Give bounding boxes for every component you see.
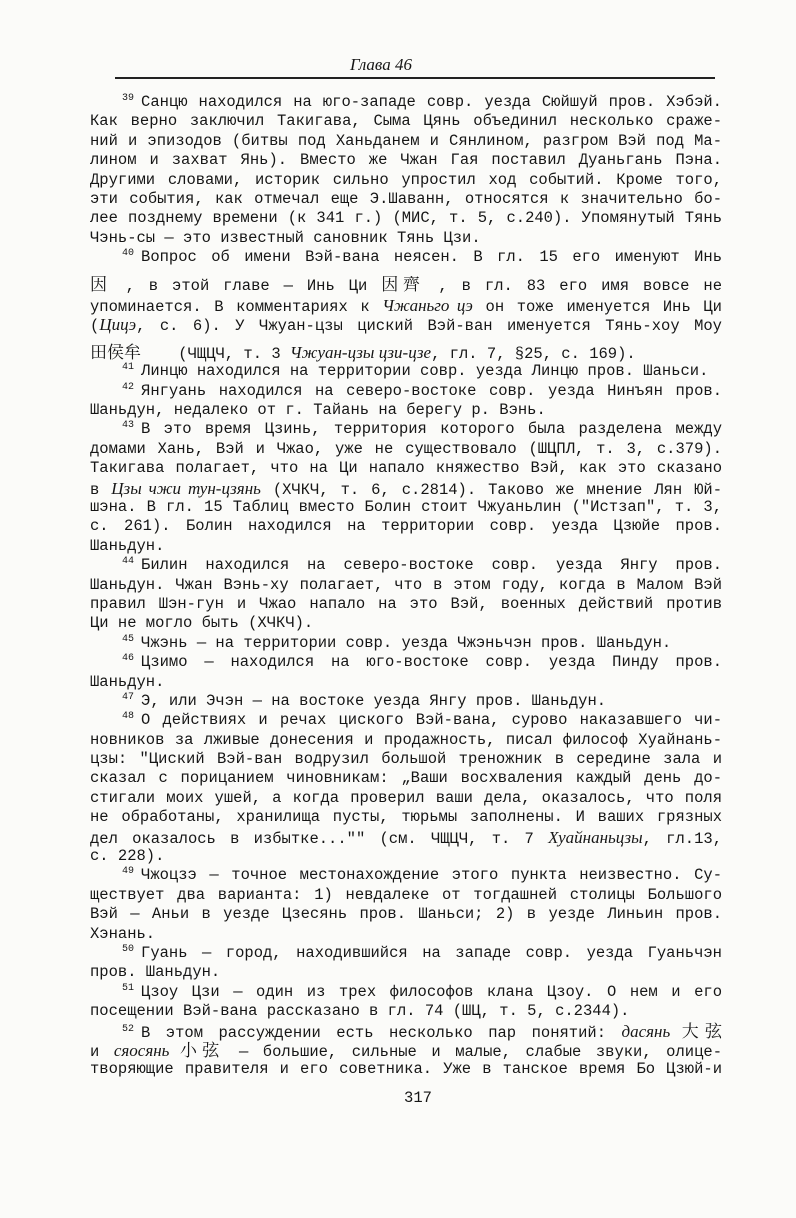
text-line xyxy=(90,190,722,209)
footnote-line xyxy=(90,944,722,963)
chinese-characters: 因 xyxy=(90,276,112,296)
footnote-number: 43 xyxy=(122,420,135,432)
text-run: Цзимо — находился на юго-востоке совр. уезда Пинду пров. xyxy=(141,653,722,672)
text-line xyxy=(90,673,722,692)
text-run: , с. 6). У Чжуан-цзы циский Вэй-ван именуется Тянь-хоу Моу xyxy=(136,316,722,335)
text-line xyxy=(90,886,722,905)
footnote-line xyxy=(90,248,722,267)
footnote-line xyxy=(90,692,722,711)
text-run: он тоже именуется Инь Ци xyxy=(472,297,722,315)
text-run: Такигава полагает, что на Ци напало княжество Вэй, как это сказано xyxy=(90,459,722,478)
italic-title: сяосянь xyxy=(113,1040,170,1060)
text-run: ( xyxy=(90,316,100,335)
text-run: с. 228). xyxy=(90,847,165,866)
text-line xyxy=(90,343,722,362)
footnote-number: 47 xyxy=(122,691,135,703)
text-run: и xyxy=(90,1042,114,1061)
footnote-number: 41 xyxy=(122,362,135,374)
text-line xyxy=(90,1002,722,1021)
footnote-line xyxy=(90,653,722,672)
text-run: лее позднему времени (к 341 г.) (МИС, т. 5, с.240). Упомянутый Тянь xyxy=(90,209,722,228)
text-line xyxy=(90,576,722,595)
text-run: цзы: "Циский Вэй-ван водрузил большой треножник в середине зала и xyxy=(90,750,722,769)
text-line xyxy=(90,828,722,847)
text-line xyxy=(90,229,722,248)
text-run: Янгуань находился на северо-востоке совр. уезда Нинъян пров. xyxy=(141,381,722,400)
text-run: стигали моих ушей, а когда проверил ваши дела, оказалось, что поля xyxy=(90,788,722,807)
text-run: с. 261). Болин находился на территории совр. уезда Цзюйе пров. xyxy=(90,517,722,536)
text-run: не обработаны, хранилища пусты, тюрьмы заполнены. И ваших грязных xyxy=(90,808,722,827)
text-run: Хэнань. xyxy=(90,924,156,943)
text-run: упоминается. В комментариях к xyxy=(90,297,383,315)
text-run: Шаньдун. Чжан Вэнь-ху полагает, что в этом году, когда в Малом Вэй xyxy=(90,575,722,594)
footnote-number: 51 xyxy=(122,982,135,994)
text-run: Ци не могло быть (ХЧКЧ). xyxy=(90,614,314,633)
footnote-number: 39 xyxy=(122,93,135,104)
footnote-line xyxy=(90,420,722,439)
text-run: (ХЧКЧ, т. 6, с.2814). Таково же мнение Лян Юй- xyxy=(260,480,722,498)
text-line xyxy=(90,595,722,614)
text-run: посещении Вэй-вана рассказано в гл. 74 (ШЦ, т. 5, с.2344). xyxy=(90,1002,630,1021)
italic-title: Чжаньго цэ xyxy=(382,295,473,315)
text-run: Вопрос об имени Вэй-вана неясен. В гл. 15 его именуют Инь xyxy=(141,248,722,267)
text-line xyxy=(90,401,722,420)
text-run: Чжоцзэ — точное местонахождение этого пункта неизвестно. Су- xyxy=(141,866,722,885)
text-run: ществует два варианта: 1) невдалеке от тогдашней столицы Большого xyxy=(90,885,722,904)
footnote-line xyxy=(90,866,722,885)
text-run: шэна. В гл. 15 Таблиц вместо Болин стоит Чжуаньлин ("Истзап", т. 3, xyxy=(90,498,722,516)
text-run: домами Хань, Вэй и Чжао, уже не существовало (ШЦПЛ, т. 3, с.379). xyxy=(90,439,722,458)
text-line xyxy=(90,789,722,808)
text-line xyxy=(90,440,722,459)
footnote-number: 49 xyxy=(122,866,135,878)
text-line xyxy=(90,171,722,190)
footnote-line xyxy=(90,382,722,401)
text-run: творяющие правителя и его советника. Уже в танское время Бо Цзюй-и xyxy=(90,1060,722,1079)
text-run: В это время Цзинь, территория которого была разделена между xyxy=(141,420,722,439)
italic-title: Хуайнаньцзы xyxy=(548,827,643,847)
footnotes-text xyxy=(90,93,722,1080)
footnote-number: 45 xyxy=(122,633,135,645)
text-run: пров. Шаньдун. xyxy=(90,963,221,982)
header-rule xyxy=(115,77,715,79)
text-run: в xyxy=(90,480,112,498)
chinese-characters: 因齊 xyxy=(381,276,425,296)
footnote-line xyxy=(90,93,722,112)
text-line xyxy=(90,925,722,944)
chinese-characters: 田侯牟 xyxy=(90,342,141,363)
text-run: (ЧЩЦЧ, т. 3 xyxy=(169,344,290,363)
text-line xyxy=(90,769,722,788)
text-run: сказал с порицанием чиновникам: „Ваши восхваления каждый день до- xyxy=(90,769,722,788)
text-line xyxy=(90,905,722,924)
footnote-line xyxy=(90,556,722,575)
footnote-number: 50 xyxy=(122,943,135,955)
text-line xyxy=(90,537,722,556)
text-line xyxy=(90,517,722,536)
text-line xyxy=(90,1060,722,1079)
text-run: Шаньдун, недалеко от г. Тайань на берегу р. Вэнь. xyxy=(90,401,546,420)
text-line xyxy=(90,112,722,131)
text-run: Линцю находился на территории совр. уезда Линцю пров. Шаньси. xyxy=(141,362,709,381)
text-run: Цзоу Цзи — один из трех философов клана Цзоу. О нем и его xyxy=(141,982,722,1001)
footnote-line xyxy=(90,983,722,1002)
text-run: Санцю находился на юго-западе совр. уезда Сюйшуй пров. Хэбэй. xyxy=(141,93,722,111)
text-run: Другими словами, историк сильно упростил ход событий. Кроме того, xyxy=(90,170,722,189)
text-run: , гл.13, xyxy=(642,829,722,848)
text-run: Шаньдун. xyxy=(90,536,165,555)
text-line xyxy=(90,498,722,517)
footnote-number: 44 xyxy=(122,556,135,568)
text-line xyxy=(90,296,722,315)
text-line xyxy=(90,315,722,334)
footnote-number: 40 xyxy=(122,248,135,260)
italic-title: дасянь xyxy=(621,1021,671,1041)
text-run: Как верно заключил Такигава, Сыма Цянь объединил несколько сраже- xyxy=(90,112,722,131)
footnote-number: 48 xyxy=(122,711,135,723)
text-run: лином и захват Янь). Вместо же Чжан Гая поставил Дуаньгань Пэна. xyxy=(90,151,722,170)
text-run: ний и эпизодов (битвы под Ханьданем и Сянлином, разгром Вэй под Ма- xyxy=(90,131,722,150)
text-line xyxy=(90,459,722,478)
text-line xyxy=(90,276,722,295)
chinese-characters: 大弦 xyxy=(670,1021,722,1041)
text-line xyxy=(90,963,722,982)
text-run: , гл. 7, §25, с. 169). xyxy=(431,344,636,363)
text-line xyxy=(90,750,722,769)
text-run: новников за лживые донесения и продажность, писал философ Хуайнань- xyxy=(90,730,722,749)
text-run: Чжэнь — на территории совр. уезда Чжэньчэн пров. Шаньдун. xyxy=(141,633,672,652)
text-run: Э, или Эчэн — на востоке уезда Янгу пров. Шаньдун. xyxy=(141,691,607,710)
page-number: 317 xyxy=(404,1089,432,1107)
text-line xyxy=(90,479,722,498)
text-run: правил Шэн-гун и Чжао напало на это Вэй, военных действий против xyxy=(90,594,722,613)
text-line xyxy=(90,151,722,170)
text-run: Билин находился на северо-востоке совр. уезда Янгу пров. xyxy=(141,556,722,575)
text-line xyxy=(90,1041,722,1060)
text-line xyxy=(90,209,722,228)
text-line xyxy=(90,614,722,633)
text-run: дел оказалось в избытке..."" (см. ЧЩЦЧ, т. 7 xyxy=(90,829,549,848)
text-run: Чэнь-сы — это известный сановник Тянь Цзи. xyxy=(90,228,481,247)
text-run: , в гл. 83 его имя вовсе не xyxy=(424,277,722,296)
chapter-header: Глава 46 xyxy=(350,55,412,74)
text-run: — большие, сильные и малые, слабые звуки, олице- xyxy=(224,1042,722,1061)
text-run: Шаньдун. xyxy=(90,672,165,691)
text-line xyxy=(90,808,722,827)
text-line xyxy=(90,731,722,750)
footnote-number: 42 xyxy=(122,381,135,393)
text-run: Вэй — Аньи в уезде Цзесянь пров. Шаньси; 2) в уезде Линьин пров. xyxy=(90,905,722,924)
text-run: , в этой главе — Инь Ци xyxy=(111,277,382,296)
italic-title: Цзы чжи тун-цзянь xyxy=(111,478,261,498)
text-line xyxy=(90,847,722,866)
chinese-characters: 小弦 xyxy=(169,1040,225,1061)
text-line xyxy=(90,132,722,151)
text-run: Гуань — город, находившийся на западе совр. уезда Гуаньчэн xyxy=(141,943,722,962)
text-run: О действиях и речах циского Вэй-вана, сурово наказавшего чи- xyxy=(141,711,722,730)
italic-title: Чжуан-цзы цзи-цзе xyxy=(289,342,432,362)
text-run: В этом рассуждении есть несколько пар понятий: xyxy=(141,1023,622,1041)
footnote-number: 46 xyxy=(122,653,135,665)
italic-title: Цицэ xyxy=(99,314,137,334)
footnote-line xyxy=(90,1022,722,1041)
footnote-line xyxy=(90,362,722,381)
text-run: эти события, как отмечал еще Э.Шаванн, относятся к значительно бо- xyxy=(90,189,722,208)
footnote-line xyxy=(90,711,722,730)
footnote-line xyxy=(90,634,722,653)
footnote-number: 52 xyxy=(122,1023,135,1035)
